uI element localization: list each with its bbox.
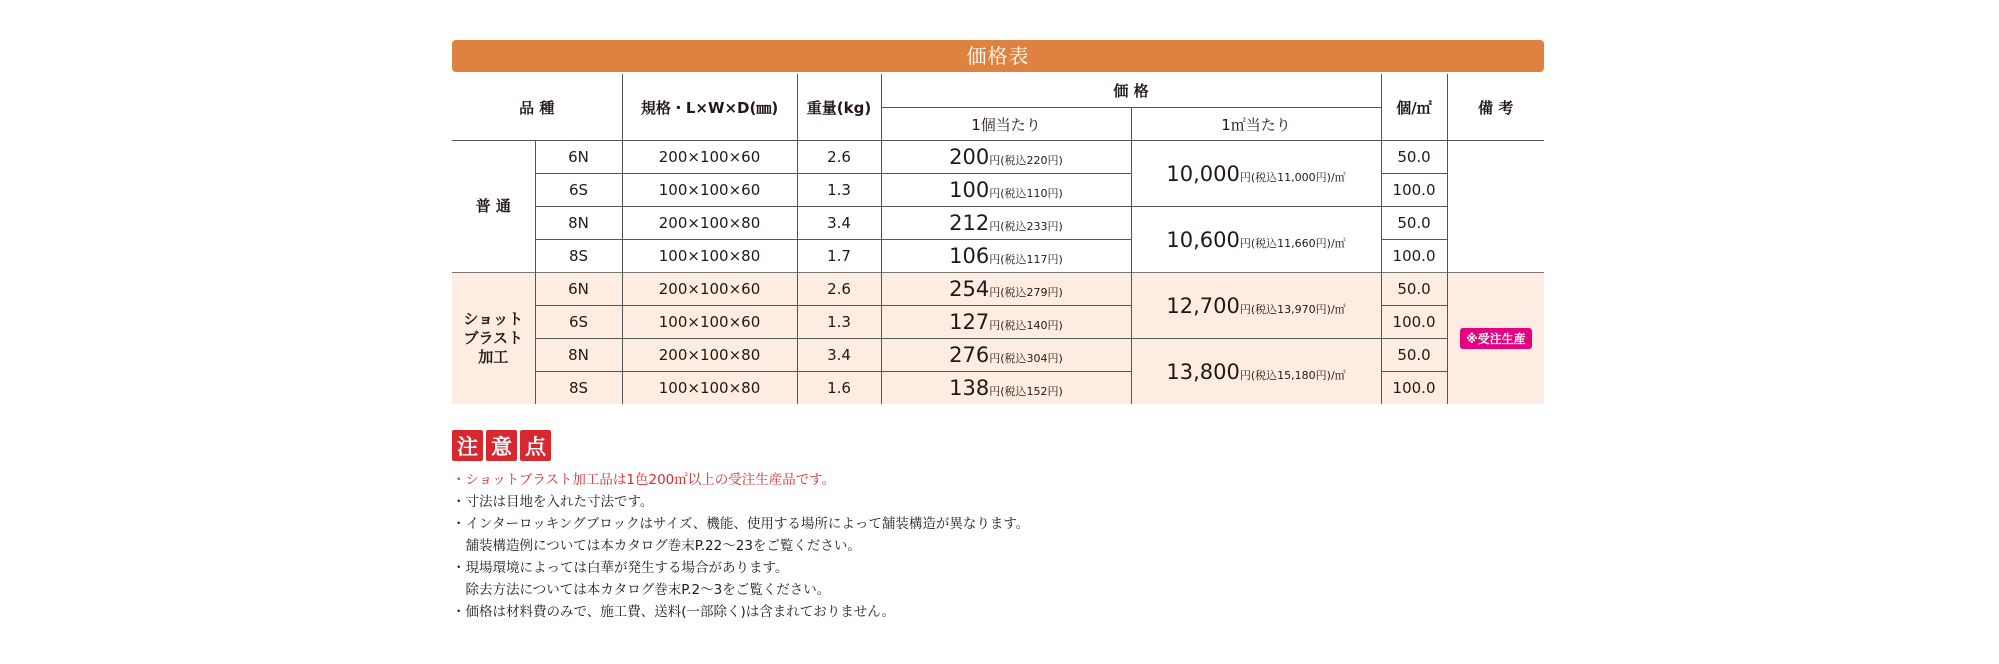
table-row <box>452 207 1544 240</box>
piece-price-unit: 円 <box>989 385 1001 398</box>
piece-price: 276 <box>949 343 990 367</box>
piece-price: 127 <box>949 310 990 334</box>
piece-price-unit: 円 <box>989 154 1001 167</box>
group-normal <box>452 141 1544 273</box>
size-cell: 100×100×80 <box>622 240 797 273</box>
count-cell: 50.0 <box>1381 207 1447 240</box>
table-row <box>452 174 1544 207</box>
area-price-unit: 円 <box>1239 302 1251 316</box>
area-price-tax: (税込15,180円)/㎡ <box>1250 368 1346 382</box>
weight-cell: 3.4 <box>797 339 881 372</box>
count-cell: 100.0 <box>1381 240 1447 273</box>
notes-title-char: 点 <box>520 430 551 461</box>
area-price-cell <box>1131 273 1381 339</box>
size-cell: 100×100×60 <box>622 306 797 339</box>
piece-price-cell <box>881 372 1131 405</box>
price-table-section <box>452 40 1544 623</box>
table-row <box>452 273 1544 306</box>
piece-price: 254 <box>949 277 990 301</box>
type-cell: 8S <box>535 240 622 273</box>
note-item: ・現場環境によっては白華が発生する場合があります。 <box>452 560 789 576</box>
piece-price-tax: (税込220円) <box>1000 154 1063 167</box>
table-title: 価格表 <box>452 40 1544 72</box>
category-label: 普 通 <box>475 197 511 215</box>
weight-cell: 1.7 <box>797 240 881 273</box>
area-price-cell <box>1131 207 1381 273</box>
type-cell: 8N <box>535 207 622 240</box>
weight-cell: 3.4 <box>797 207 881 240</box>
area-price-unit: 円 <box>1239 170 1251 184</box>
piece-price-unit: 円 <box>989 220 1001 233</box>
piece-price: 100 <box>949 178 990 202</box>
piece-price-unit: 円 <box>989 253 1001 266</box>
count-cell: 50.0 <box>1381 339 1447 372</box>
area-price: 12,700 <box>1166 293 1240 318</box>
piece-price-unit: 円 <box>989 187 1001 200</box>
header-biko: 備 考 <box>1447 74 1544 141</box>
category-label: ショット <box>463 310 524 328</box>
note-item: ・価格は材料費のみで、施工費、送料(一部除く)は含まれておりません。 <box>452 604 896 620</box>
category-cell <box>452 141 535 273</box>
type-cell: 6N <box>535 273 622 306</box>
piece-price: 212 <box>949 211 990 235</box>
table-row <box>452 372 1544 405</box>
notes-title-char: 注 <box>452 430 483 461</box>
weight-cell: 1.3 <box>797 306 881 339</box>
area-price-tax: (税込13,970円)/㎡ <box>1250 302 1346 316</box>
piece-price-tax: (税込140円) <box>1000 319 1063 332</box>
header-kakaku: 価 格 <box>881 74 1381 108</box>
type-cell: 8S <box>535 372 622 405</box>
piece-price-unit: 円 <box>989 319 1001 332</box>
made-to-order-badge: ※受注生産 <box>1460 328 1532 349</box>
table-row <box>452 306 1544 339</box>
group-shot-blast <box>452 273 1544 405</box>
size-cell: 200×100×80 <box>622 207 797 240</box>
type-cell: 6N <box>535 141 622 174</box>
piece-price-tax: (税込304円) <box>1000 352 1063 365</box>
piece-price-cell <box>881 273 1131 306</box>
weight-cell: 1.6 <box>797 372 881 405</box>
notes-list <box>452 469 1544 623</box>
type-cell: 6S <box>535 174 622 207</box>
area-price: 13,800 <box>1166 359 1240 384</box>
weight-cell: 2.6 <box>797 141 881 174</box>
area-price: 10,600 <box>1166 227 1240 252</box>
weight-cell: 2.6 <box>797 273 881 306</box>
piece-price-cell <box>881 339 1131 372</box>
notes-title-char: 意 <box>486 430 517 461</box>
piece-price: 106 <box>949 244 990 268</box>
header-ko-m2: 個/㎡ <box>1381 74 1447 141</box>
table-row <box>452 339 1544 372</box>
weight-cell: 1.3 <box>797 174 881 207</box>
category-label: 加工 <box>478 348 509 366</box>
piece-price-tax: (税込117円) <box>1000 253 1063 266</box>
notes-title <box>452 430 1544 461</box>
header-kikaku: 規格・L×W×D(㎜) <box>622 74 797 141</box>
piece-price: 138 <box>949 376 990 400</box>
price-table <box>452 74 1544 404</box>
size-cell: 100×100×80 <box>622 372 797 405</box>
notes-section <box>452 430 1544 623</box>
piece-price-cell <box>881 207 1131 240</box>
area-price-unit: 円 <box>1239 236 1251 250</box>
count-cell: 100.0 <box>1381 372 1447 405</box>
note-item: ・寸法は目地を入れた寸法です。 <box>452 494 654 510</box>
size-cell: 200×100×80 <box>622 339 797 372</box>
size-cell: 200×100×60 <box>622 141 797 174</box>
category-label: ブラスト <box>463 329 524 347</box>
header-juryo: 重量(kg) <box>797 74 881 141</box>
piece-price-cell <box>881 141 1131 174</box>
area-price-cell <box>1131 339 1381 405</box>
piece-price-cell <box>881 306 1131 339</box>
piece-price-tax: (税込279円) <box>1000 286 1063 299</box>
remark-cell <box>1447 141 1544 273</box>
type-cell: 8N <box>535 339 622 372</box>
piece-price-cell <box>881 174 1131 207</box>
piece-price-unit: 円 <box>989 286 1001 299</box>
size-cell: 100×100×60 <box>622 174 797 207</box>
remark-cell <box>1447 273 1544 405</box>
note-item: ・インターロッキングブロックはサイズ、機能、使用する場所によって舗装構造が異なります。 <box>452 516 1030 532</box>
piece-price-tax: (税込110円) <box>1000 187 1063 200</box>
category-cell <box>452 273 535 405</box>
piece-price-unit: 円 <box>989 352 1001 365</box>
table-row <box>452 141 1544 174</box>
area-price-tax: (税込11,000円)/㎡ <box>1250 170 1346 184</box>
header-per-m2: 1㎡当たり <box>1131 108 1381 141</box>
table-header <box>452 74 1544 141</box>
piece-price-tax: (税込152円) <box>1000 385 1063 398</box>
header-per-piece: 1個当たり <box>881 108 1131 141</box>
count-cell: 100.0 <box>1381 174 1447 207</box>
piece-price-cell <box>881 240 1131 273</box>
count-cell: 100.0 <box>1381 306 1447 339</box>
area-price-cell <box>1131 141 1381 207</box>
note-item: 除去方法については本カタログ巻末P.2〜3をご覧ください。 <box>452 582 831 598</box>
table-row <box>452 240 1544 273</box>
piece-price-tax: (税込233円) <box>1000 220 1063 233</box>
note-item: ・ショットブラスト加工品は1色200㎡以上の受注生産品です。 <box>452 472 836 488</box>
count-cell: 50.0 <box>1381 141 1447 174</box>
size-cell: 200×100×60 <box>622 273 797 306</box>
header-hinshu: 品 種 <box>519 98 555 117</box>
area-price-unit: 円 <box>1239 368 1251 382</box>
type-cell: 6S <box>535 306 622 339</box>
area-price: 10,000 <box>1166 161 1240 186</box>
note-item: 舗装構造例については本カタログ巻末P.22〜23をご覧ください。 <box>452 538 861 554</box>
area-price-tax: (税込11,660円)/㎡ <box>1250 236 1346 250</box>
piece-price: 200 <box>949 145 990 169</box>
count-cell: 50.0 <box>1381 273 1447 306</box>
